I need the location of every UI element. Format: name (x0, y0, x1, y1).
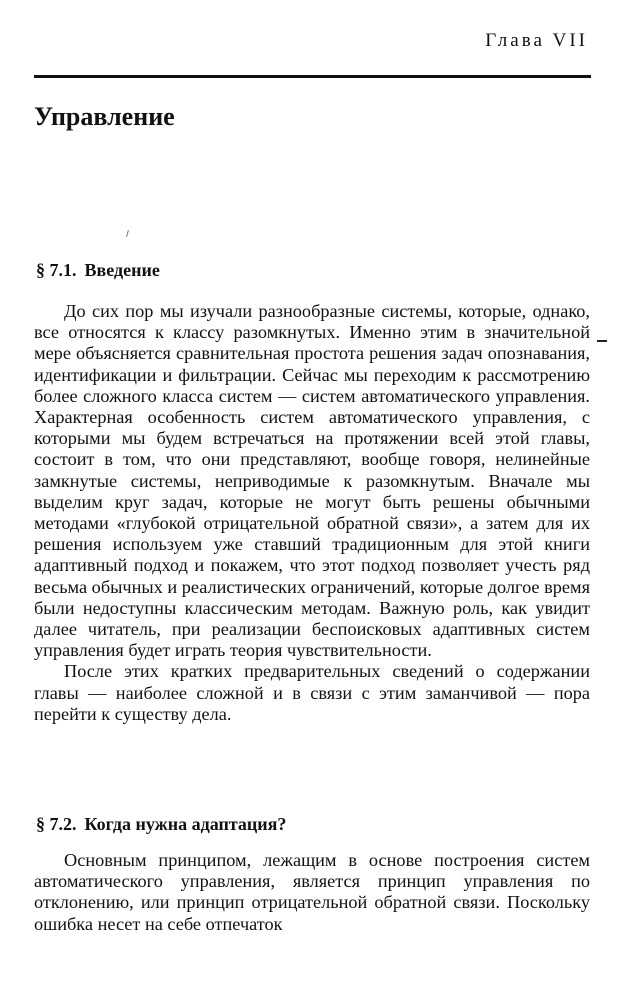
margin-mark (597, 340, 607, 342)
chapter-title: Управление (34, 102, 175, 131)
section-number: § 7.2. (36, 814, 77, 834)
section-number: § 7.1. (36, 260, 77, 280)
section-7-1-body (34, 301, 590, 725)
paragraph: Основным принципом, лежащим в основе построения систем автоматического управления, является принцип управления по отклонению, или принцип отрицательной обратной связи. Поскольку ошибка несет на себе отпечаток (34, 850, 590, 934)
running-head: Глава VII (485, 30, 588, 51)
paragraph: До сих пор мы изучали разнообразные системы, которые, однако, все относятся к классу разомкнутых. Именно этим в значительной мере объясняется сравнительная простота решения задач опознавания, идентификации и фильтрации. Сейчас мы переходим к рассмотрению более сложного класса систем — систем автоматического управления. Характерная особенность систем автоматического управления, с которыми мы будем встречаться на протяжении всей этой главы, состоит в том, что они представляют, вообще говоря, нелинейные замкнутые системы, неприводимые к разомкнутым. Вначале мы выделим круг задач, которые не могут быть решены обычными методами «глубокой отрицательной обратной связи», а затем для их решения используем уже ставший традиционным для этой книги адаптивный подход и покажем, что этот подход позволяет учесть ряд весьма обычных и реалистических ограничений, которые долгое время были недоступны классическим методам. Важную роль, как увидит далее читатель, при реализации беспоисковых адаптивных систем управления будет играть теория чувствительности. (34, 301, 590, 661)
header-rule (34, 75, 591, 78)
section-heading-7-2 (36, 814, 286, 835)
print-speck (126, 230, 129, 237)
section-title: Введение (84, 260, 160, 280)
section-7-2-body (34, 850, 590, 935)
section-heading-7-1 (36, 260, 160, 281)
section-title: Когда нужна адаптация? (84, 814, 287, 834)
paragraph: После этих кратких предварительных сведений о содержании главы — наиболее сложной и в связи с этим заманчивой — пора перейти к существу дела. (34, 661, 590, 724)
